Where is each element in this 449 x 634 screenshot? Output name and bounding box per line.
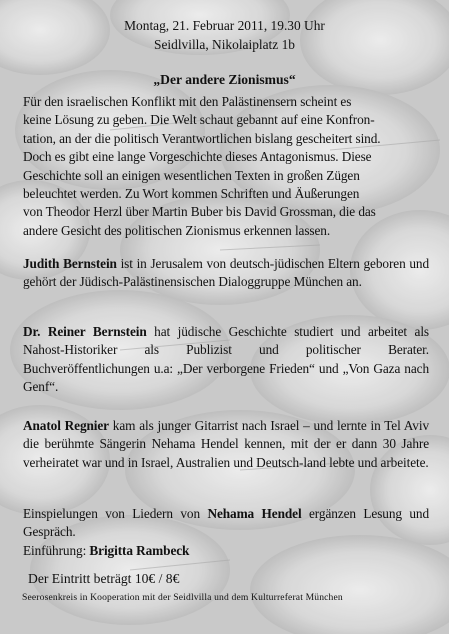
music-paragraph [23,505,429,560]
intro-line: tation, an der die politisch Verantwortlichen bislang gescheitert sind. [23,130,381,146]
intro-line: von Theodor Herzl über Martin Buber bis David Grossman, die das [23,204,376,220]
anatol-name: Anatol Regnier [23,418,109,433]
intro-line: Für den israelischen Konflikt mit den Palästinensern scheint es [23,94,352,109]
intro-label: Einführung: [23,542,90,558]
intro-line: Doch es gibt eine lange Vorgeschichte dieses Antagonismus. Diese [23,149,372,165]
anatol-bio [23,417,429,472]
anatol-text: kam als junger Gitarrist nach Israel – und lernte in Tel Aviv die berühmte Sängerin Nehama Hendel kennen, mit der er dann 30 Jahre verheiratet war und in Israel, Australien und Deutsch-land lebte und arbeitete. [23,418,429,470]
judith-name: Judith Bernstein [23,256,117,271]
judith-text: ist in Jerusalem von deutsch-jüdischen Eltern geboren und gehört der Jüdisch-Palästinensischen Dialoggruppe München an. [23,256,429,290]
reiner-bio [23,323,429,397]
intro-speaker-name: Brigitta Rambeck [89,542,190,558]
intro-paragraph [23,93,429,240]
admission-price: Der Eintritt beträgt 10€ / 8€ [28,571,180,586]
intro-line: andere Gesicht des politischen Zionismus erkennen lassen. [23,222,331,238]
event-venue: Seidlvilla, Nikolaiplatz 1b [154,37,295,52]
reiner-name: Dr. Reiner Bernstein [23,324,147,339]
intro-line: Geschichte soll an einigen wesentlichen Texten in großen Zügen [23,167,360,183]
music-text-before: Einspielungen von Liedern von [23,506,208,521]
organizer-footer: Seerosenkreis in Kooperation mit der Seidlvilla und dem Kulturreferat München [22,592,343,603]
music-singer-name: Nehama Hendel [207,506,302,521]
intro-line: keine Lösung zu geben. Die Welt schaut gebannt auf eine Konfron- [23,112,375,128]
reiner-text: hat jüdische Geschichte studiert und arbeitet als Nahost-Historiker als Publizist und politischer Berater. Buchveröffentlichungen u.a: „Der verborgene Frieden“ und „Von Gaza nach Genf“. [23,324,429,395]
music-text-after: ergänzen Lesung und Gespräch. [23,506,429,540]
intro-line: beleuchtet werden. Zu Wort kommen Schriften und Äußerungen [23,186,360,202]
event-date: Montag, 21. Februar 2011, 19.30 Uhr [124,18,325,33]
judith-bio [23,255,429,292]
event-title: „Der andere Zionismus“ [153,72,296,87]
